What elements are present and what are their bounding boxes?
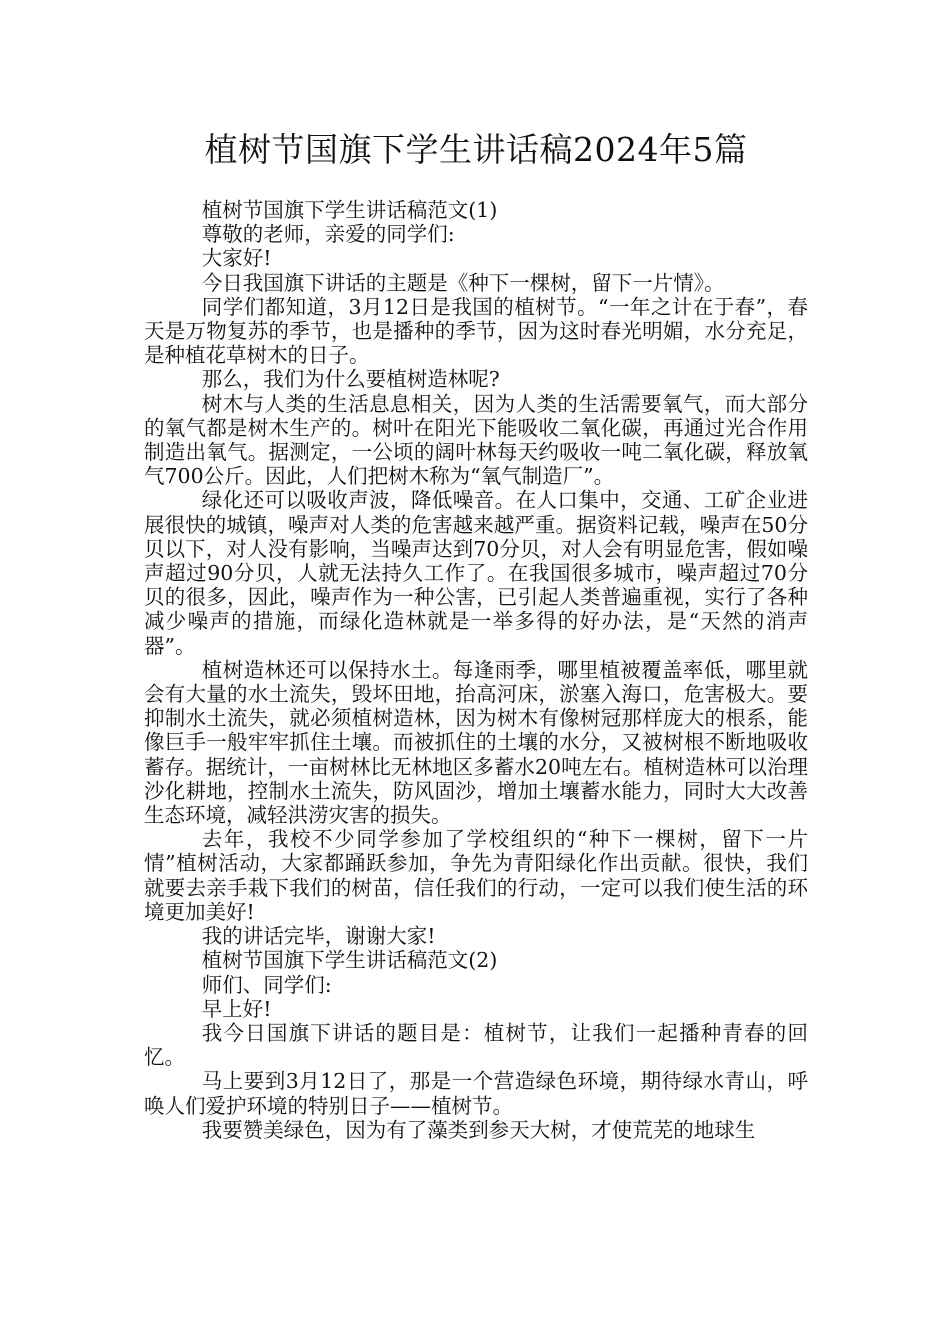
paragraph: 早上好! xyxy=(201,996,272,1021)
paragraph: 马上要到3月12日了，那是一个营造绿色环境，期待绿水青山，呼唤人们爱护环境的特别日子——植树节。 xyxy=(144,1069,808,1118)
paragraph: 尊敬的老师，亲爱的同学们: xyxy=(201,222,455,247)
paragraph: 植树节国旗下学生讲话稿范文(1) xyxy=(201,198,498,222)
paragraph: 去年，我校不少同学参加了学校组织的“种下一棵树，留下一片情”植树活动，大家都踊跃参加，争先为青阳绿化作出贡献。很快，我们就要去亲手栽下我们的树苗，信任我们的行动，一定可以我们使生活的环境更加美好! xyxy=(144,827,808,924)
paragraph: 大家好! xyxy=(201,246,272,271)
paragraph: 我要赞美绿色，因为有了藻类到参天大树，才使荒芜的地球生 xyxy=(201,1117,756,1142)
paragraph: 师们、同学们: xyxy=(201,972,332,997)
document-body xyxy=(144,198,808,1142)
document-page xyxy=(144,128,808,1142)
paragraph: 树木与人类的生活息息相关，因为人类的生活需要氧气，而大部分的氧气都是树木生产的。树叶在阳光下能吸收二氧化碳，再通过光合作用制造出氧气。据测定，一公顷的阔叶林每天约吸收一吨二氧化碳，释放氧气700公斤。因此，人们把树木称为“氧气制造厂”。 xyxy=(144,391,808,489)
paragraph: 同学们都知道，3月12日是我国的植树节。“一年之计在于春”，春天是万物复苏的季节，也是播种的季节，因为这时春光明媚，水分充足，是种植花草树木的日子。 xyxy=(144,294,808,368)
document-title: 植树节国旗下学生讲话稿2024年5篇 xyxy=(204,130,748,169)
paragraph: 绿化还可以吸收声波，降低噪音。在人口集中，交通、工矿企业进展很快的城镇，噪声对人类的危害越来越严重。据资料记载，噪声在50分贝以下，对人没有影响，当噪声达到70分贝，对人会有明显危害，假如噪声超过90分贝，人就无法持久工作了。在我国很多城市，噪声超过70分贝的很多，因此，噪声作为一种公害，已引起人类普遍重视，实行了各种减少噪声的措施，而绿化造林就是一举多得的好办法，是“天然的消声器”。 xyxy=(144,488,808,658)
paragraph: 植树造林还可以保持水土。每逢雨季，哪里植被覆盖率低，哪里就会有大量的水土流失，毁坏田地，抬高河床，淤塞入海口，危害极大。要抑制水土流失，就必须植树造林，因为树木有像树冠那样庞大的根系，能像巨手一般牢牢抓住土壤。而被抓住的土壤的水分，又被树根不断地吸收蓄存。据统计，一亩树林比无林地区多蓄水20吨左右。植树造林可以治理沙化耕地，控制水土流失，防风固沙，增加土壤蓄水能力，同时大大改善生态环境，减轻洪涝灾害的损失。 xyxy=(144,657,808,828)
paragraph: 植树节国旗下学生讲话稿范文(2) xyxy=(201,948,498,973)
paragraph: 今日我国旗下讲话的主题是《种下一棵树，留下一片情》。 xyxy=(201,270,725,295)
paragraph: 我今日国旗下讲话的题目是：植树节，让我们一起播种青春的回忆。 xyxy=(144,1020,808,1070)
paragraph: 那么，我们为什么要植树造林呢? xyxy=(201,367,500,392)
paragraph: 我的讲话完毕，谢谢大家! xyxy=(201,924,436,949)
